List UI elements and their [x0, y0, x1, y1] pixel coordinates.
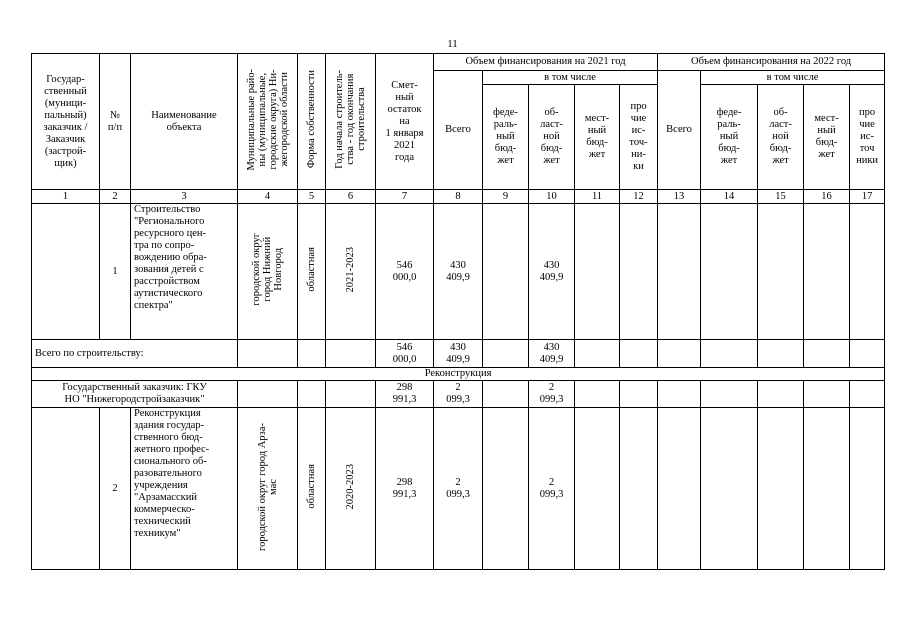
header-federal-2022: феде- раль- ный бюд- жет	[701, 85, 758, 190]
subtotal-row	[32, 340, 885, 368]
years: 2020-2023	[326, 408, 376, 570]
col-number: 3	[131, 190, 238, 204]
regional-2021: 2 099,3	[529, 408, 575, 570]
col-number: 13	[658, 190, 701, 204]
column-numbers-row	[32, 190, 885, 204]
customer-total-2021: 2 099,3	[434, 381, 483, 408]
district: городской округ город Нижний Новгород	[238, 204, 298, 340]
header-ownership: Форма собственности	[298, 54, 326, 190]
object-name: Реконструкция здания государ- ственного бюд- жетного профес- сионального об- разовательного учреждения "Арзамасский коммерческо- технический техникум"	[131, 408, 238, 570]
header-years: Год начала строитель- ства - год окончания строительства	[326, 54, 376, 190]
total-2021: 2 099,3	[434, 408, 483, 570]
header-total-2021: Всего	[434, 71, 483, 190]
header-other-2022: про чие ис- точ ники	[850, 85, 885, 190]
col-number: 17	[850, 190, 885, 204]
subtotal-label: Всего по строительству:	[32, 340, 238, 368]
header-total-2022: Всего	[658, 71, 701, 190]
page-number: 11	[447, 38, 458, 50]
subtotal-estimate: 546 000,0	[376, 340, 434, 368]
years: 2021-2023	[326, 204, 376, 340]
col-number: 16	[804, 190, 850, 204]
col-number: 12	[620, 190, 658, 204]
customer-regional-2021: 2 099,3	[529, 381, 575, 408]
header-fin-2022: Объем финансирования на 2022 год	[658, 54, 885, 71]
subtotal-regional-2021: 430 409,9	[529, 340, 575, 368]
section-heading: Реконструкция	[32, 368, 885, 381]
header-estimate: Смет- ный остаток на 1 января 2021 года	[376, 54, 434, 190]
header-local-2022: мест- ный бюд- жет	[804, 85, 850, 190]
col-number: 8	[434, 190, 483, 204]
header-regional-2021: об- ласт- ной бюд- жет	[529, 85, 575, 190]
header-local-2021: мест- ный бюд- жет	[575, 85, 620, 190]
col-number: 14	[701, 190, 758, 204]
table-row	[32, 408, 885, 570]
header-fin-2021: Объем финансирования на 2021 год	[434, 54, 658, 71]
header-districts: Муниципальные райо- ны (муниципальные, городские округа) Ни- жегородской области	[238, 54, 298, 190]
subtotal-total-2021: 430 409,9	[434, 340, 483, 368]
total-2021: 430 409,9	[434, 204, 483, 340]
header-federal-2021: феде- раль- ный бюд- жет	[483, 85, 529, 190]
col-number: 11	[575, 190, 620, 204]
row-number: 1	[100, 204, 131, 340]
object-name: Строительство "Регионального ресурсного цен- тра по сопро- вождению обра- зования детей с расстройством аутистического спектра"	[131, 204, 238, 340]
estimate: 298 991,3	[376, 408, 434, 570]
header-object-name: Наименование объекта	[131, 54, 238, 190]
col-number: 7	[376, 190, 434, 204]
customer-row	[32, 381, 885, 408]
col-number: 2	[100, 190, 131, 204]
header-incl-2022: в том числе	[701, 71, 885, 85]
col-number: 5	[298, 190, 326, 204]
col-number: 10	[529, 190, 575, 204]
district: городской округ город Арза- мас	[238, 408, 298, 570]
col-number: 1	[32, 190, 100, 204]
col-number: 15	[758, 190, 804, 204]
header-incl-2021: в том числе	[483, 71, 658, 85]
header-num: № п/п	[100, 54, 131, 190]
financing-table	[31, 53, 885, 570]
col-number: 6	[326, 190, 376, 204]
header-customer: Государ- ственный (муници- пальный) заказчик / Заказчик (застрой- щик)	[32, 54, 100, 190]
customer-estimate: 298 991,3	[376, 381, 434, 408]
ownership: областная	[298, 408, 326, 570]
col-number: 9	[483, 190, 529, 204]
row-number: 2	[100, 408, 131, 570]
regional-2021: 430 409,9	[529, 204, 575, 340]
col-number: 4	[238, 190, 298, 204]
estimate: 546 000,0	[376, 204, 434, 340]
header-regional-2022: об- ласт- ной бюд- жет	[758, 85, 804, 190]
customer-label: Государственный заказчик: ГКУ НО "Нижегородстройзаказчик"	[32, 381, 238, 408]
ownership: областная	[298, 204, 326, 340]
table-row	[32, 204, 885, 340]
header-other-2021: про чие ис- точ- ни- ки	[620, 85, 658, 190]
